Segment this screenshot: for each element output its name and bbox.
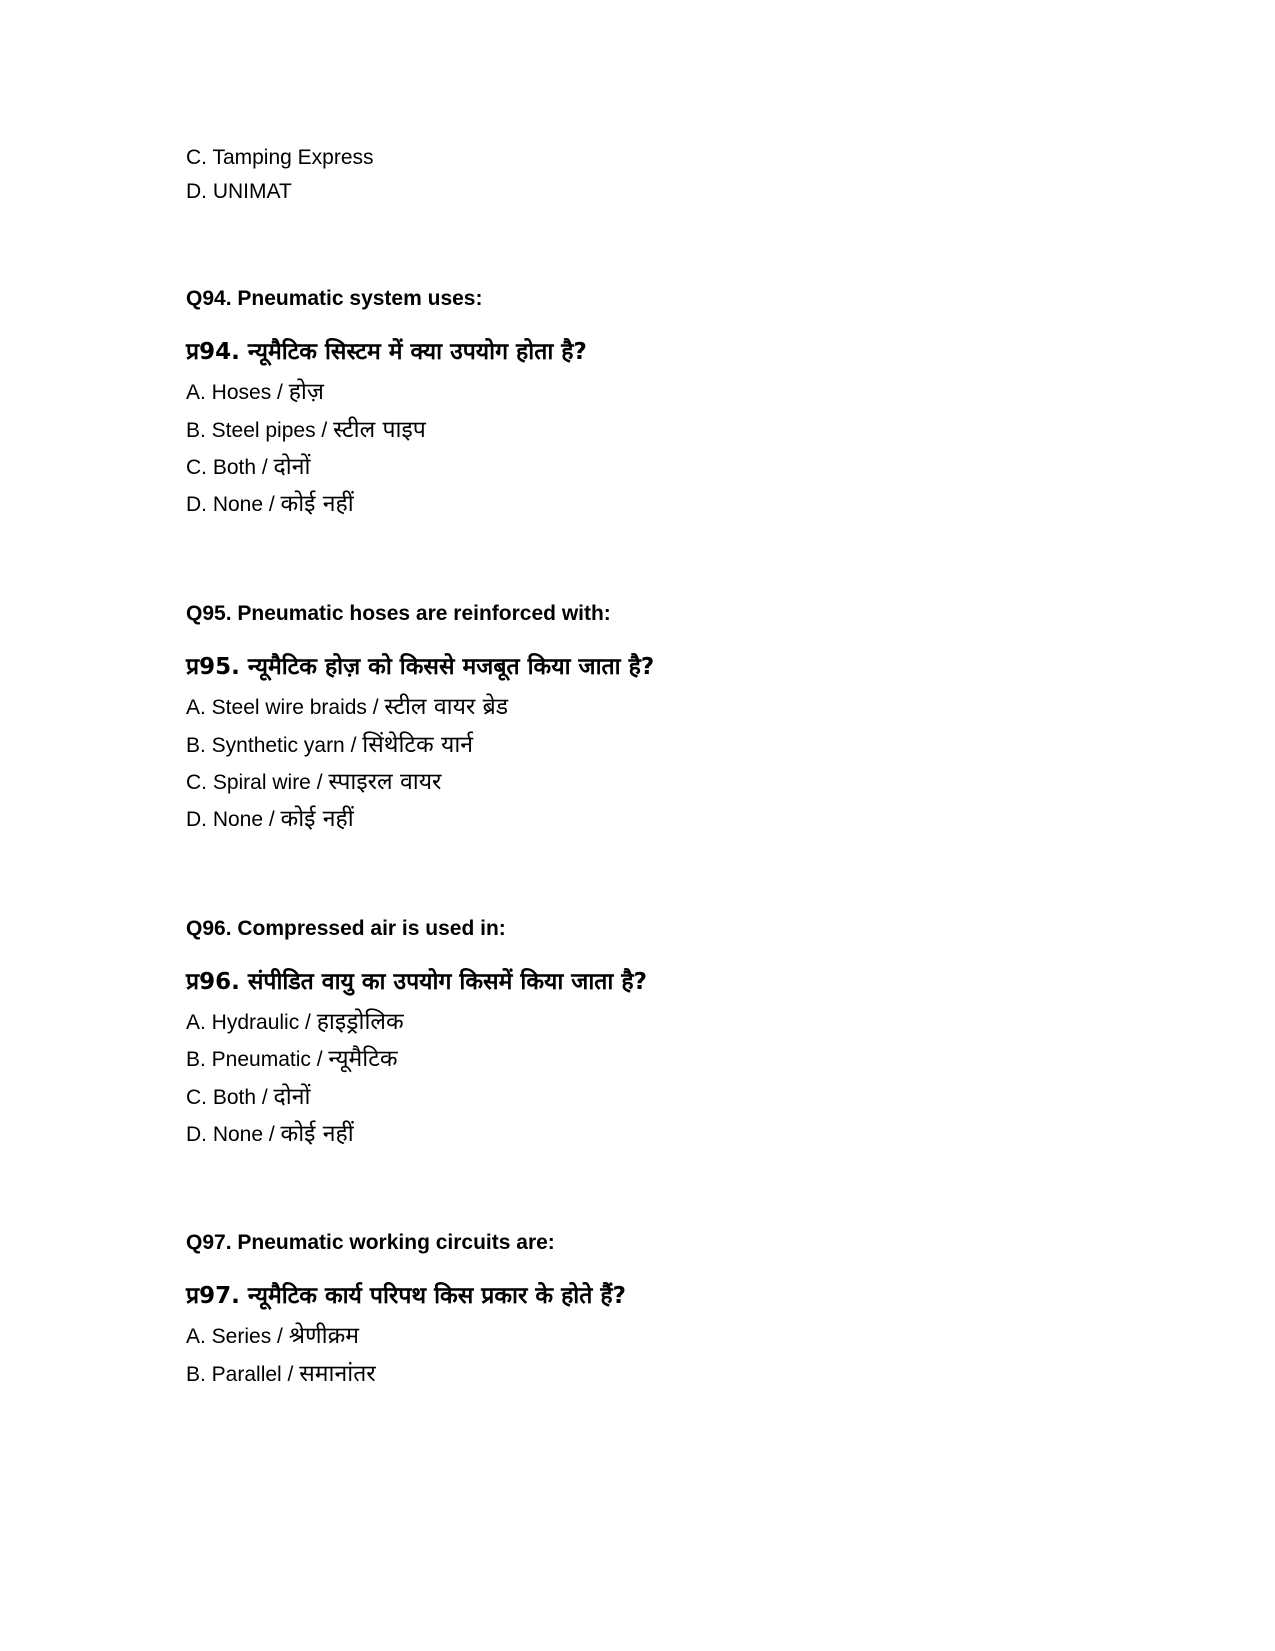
answer-option	[186, 1363, 376, 1386]
answer-option	[186, 493, 354, 516]
question-english: Q96. Compressed air is used in:	[186, 917, 506, 940]
option-hindi: न्यूमैटिक	[328, 1046, 398, 1072]
option-english: A. Hydraulic /	[186, 1011, 317, 1034]
option-english: C. Both /	[186, 456, 274, 479]
question-english: Q94. Pneumatic system uses:	[186, 287, 483, 310]
option-hindi: होज़	[288, 379, 324, 405]
question-english: Q95. Pneumatic hoses are reinforced with:	[186, 602, 611, 625]
option-hindi: समानांतर	[299, 1361, 376, 1387]
option-english: C. Both /	[186, 1086, 274, 1109]
option-english: A. Series /	[186, 1325, 289, 1348]
option-hindi: कोई नहीं	[280, 1121, 354, 1147]
option-hindi: श्रेणीक्रम	[288, 1323, 359, 1349]
option-hindi: स्टील वायर ब्रेड	[384, 694, 509, 720]
option-english: A. Steel wire braids /	[186, 696, 385, 719]
carryover-option: D. UNIMAT	[186, 180, 292, 203]
answer-option	[186, 381, 324, 404]
question-hindi: प्र96. संपीडित वायु का उपयोग किसमें किया जाता है?	[186, 969, 647, 995]
option-english: B. Steel pipes /	[186, 419, 334, 442]
answer-option	[186, 734, 473, 757]
answer-option	[186, 1048, 398, 1071]
option-hindi: हाइड्रोलिक	[316, 1009, 404, 1035]
option-english: B. Pneumatic /	[186, 1048, 329, 1071]
option-english: B. Synthetic yarn /	[186, 734, 363, 757]
option-hindi: सिंथेटिक यार्न	[362, 732, 474, 758]
answer-option	[186, 419, 426, 442]
option-hindi: कोई नहीं	[280, 491, 354, 517]
option-hindi: दोनों	[273, 454, 311, 480]
question-hindi: प्र95. न्यूमैटिक होज़ को किससे मजबूत किया जाता है?	[186, 654, 655, 680]
option-hindi: स्पाइरल वायर	[328, 769, 442, 795]
option-english: A. Hoses /	[186, 381, 289, 404]
option-english: D. None /	[186, 808, 281, 831]
question-hindi: प्र94. न्यूमैटिक सिस्टम में क्या उपयोग होता है?	[186, 339, 587, 365]
answer-option	[186, 771, 441, 794]
answer-option	[186, 696, 508, 719]
option-english: D. None /	[186, 493, 281, 516]
option-english: C. Spiral wire /	[186, 771, 329, 794]
answer-option	[186, 1011, 404, 1034]
option-english: D. None /	[186, 1123, 281, 1146]
answer-option	[186, 1086, 310, 1109]
carryover-option: C. Tamping Express	[186, 146, 374, 169]
answer-option	[186, 808, 354, 831]
answer-option	[186, 1325, 359, 1348]
question-english: Q97. Pneumatic working circuits are:	[186, 1231, 555, 1254]
answer-option	[186, 456, 310, 479]
question-hindi: प्र97. न्यूमैटिक कार्य परिपथ किस प्रकार के होते हैं?	[186, 1283, 626, 1309]
option-hindi: स्टील पाइप	[333, 417, 426, 443]
answer-option	[186, 1123, 354, 1146]
option-hindi: कोई नहीं	[280, 806, 354, 832]
option-english: B. Parallel /	[186, 1363, 300, 1386]
option-hindi: दोनों	[273, 1084, 311, 1110]
